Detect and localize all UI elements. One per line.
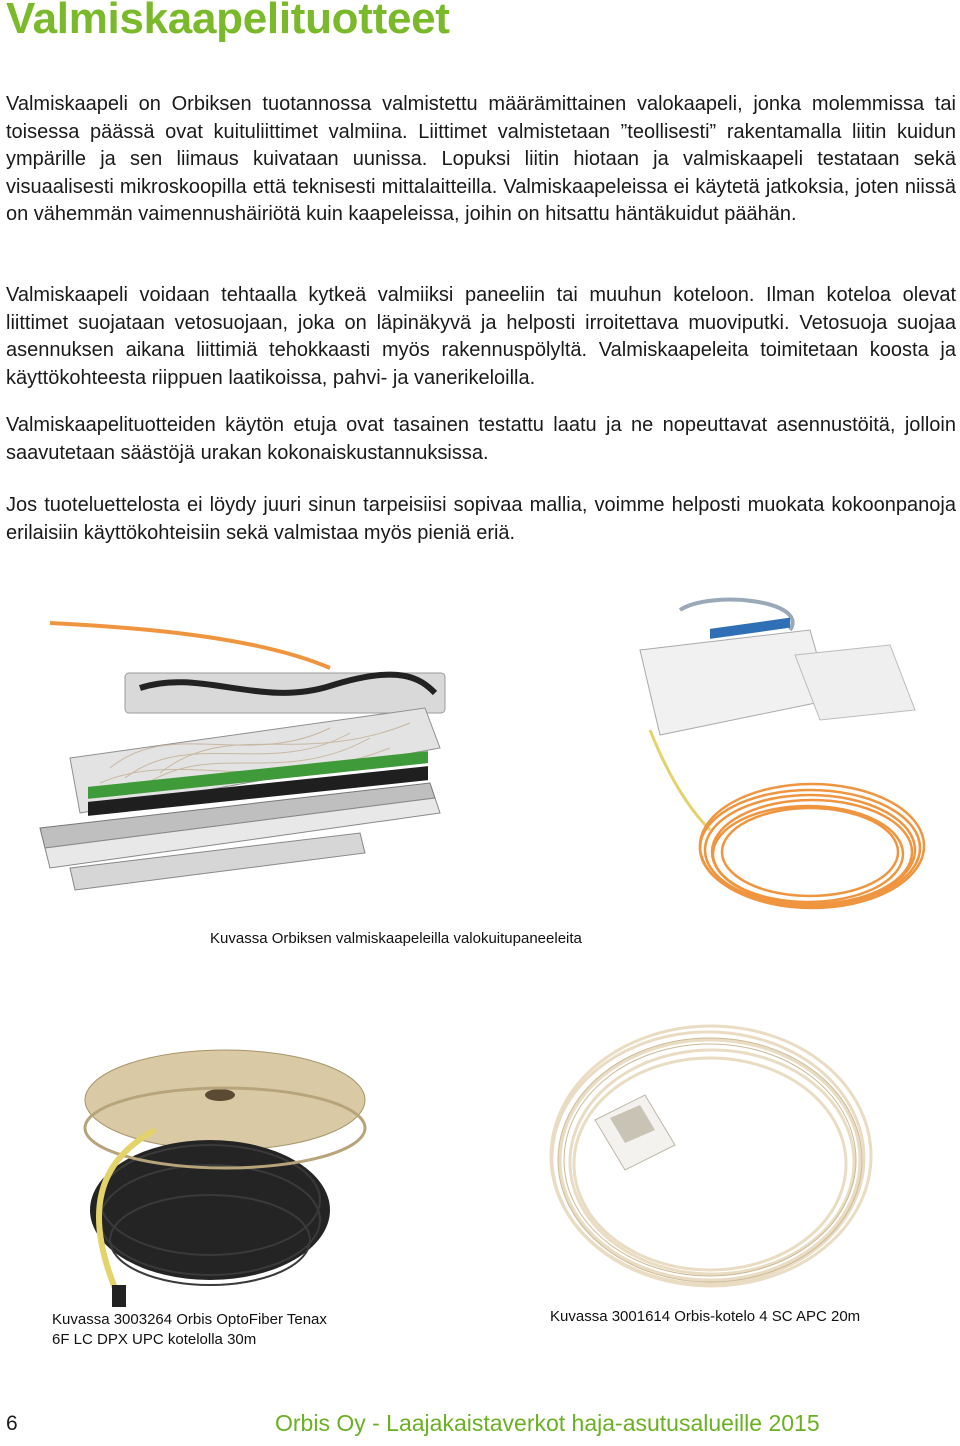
body-paragraph-4: Jos tuoteluettelosta ei löydy juuri sinun tarpeisiisi sopivaa mallia, voimme helposti muokata kokoonpanoja erilaisiin käyttökohteisiin sekä valmistaa myös pieniä eriä. [6, 494, 956, 544]
caption-reel-line-1: Kuvassa 3003264 Orbis OptoFiber Tenax [52, 1311, 327, 1328]
page-number: 6 [6, 1412, 18, 1435]
caption-reel-line-2: 6F LC DPX UPC kotelolla 30m [52, 1331, 257, 1348]
caption-reel [52, 1310, 327, 1350]
footer-title: Orbis Oy - Laajakaistaverkot haja-asutusalueille 2015 [275, 1410, 820, 1436]
body-paragraph-3: Valmiskaapelituotteiden käytön etuja ovat tasainen testattu laatu ja ne nopeuttavat asennustöitä, jolloin saavutetaan säästöjä urakan kokonaiskustannuksissa. [6, 414, 956, 464]
body-paragraph-2: Valmiskaapeli voidaan tehtaalla kytkeä valmiiksi paneeliin tai muuhun koteloon. Ilman koteloa olevat liittimet suojataan vetosuojaan, joka on läpinäkyvä ja helposti irroitettava muoviputki. Vetosuoja suojaa asennuksen aikana liittimiä tehokkaasti myös rakennuspölyltä. Valmiskaapeleita toimitetaan koosta ja käyttökohteesta riippuen laatikoissa, pahvi- ja vanerikeloilla. [6, 284, 956, 389]
cable-coil-photo [540, 1010, 880, 1310]
page-title: Valmiskaapelituotteet [6, 0, 450, 43]
cable-reel-photo [60, 1010, 380, 1310]
caption-panels: Kuvassa Orbiksen valmiskaapeleilla valokuitupaneeleita [210, 930, 582, 947]
splice-tray-photo [560, 590, 930, 920]
rack-panel-photo [30, 598, 450, 928]
body-paragraph-1: Valmiskaapeli on Orbiksen tuotannossa valmistettu määrämittainen valokaapeli, jonka molemmissa tai toisessa päässä ovat kuituliittimet valmiina. Liittimet valmistetaan ”teollisesti” rakentamalla liitin kuidun ympärille ja sen liimaus kuivataan uunissa. Lopuksi liitin hiotaan ja valmiskaapeli testataan sekä visuaalisesti mikroskoopilla että teknisesti mittalaitteilla. Valmiskaapeleissa ei käytetä jatkoksia, joten niissä on vähemmän vaimennushäiriötä kuin kaapeleissa, joihin on hitsattu häntäkuidut päähän. [6, 93, 956, 225]
caption-coil: Kuvassa 3001614 Orbis-kotelo 4 SC APC 20m [550, 1308, 861, 1325]
